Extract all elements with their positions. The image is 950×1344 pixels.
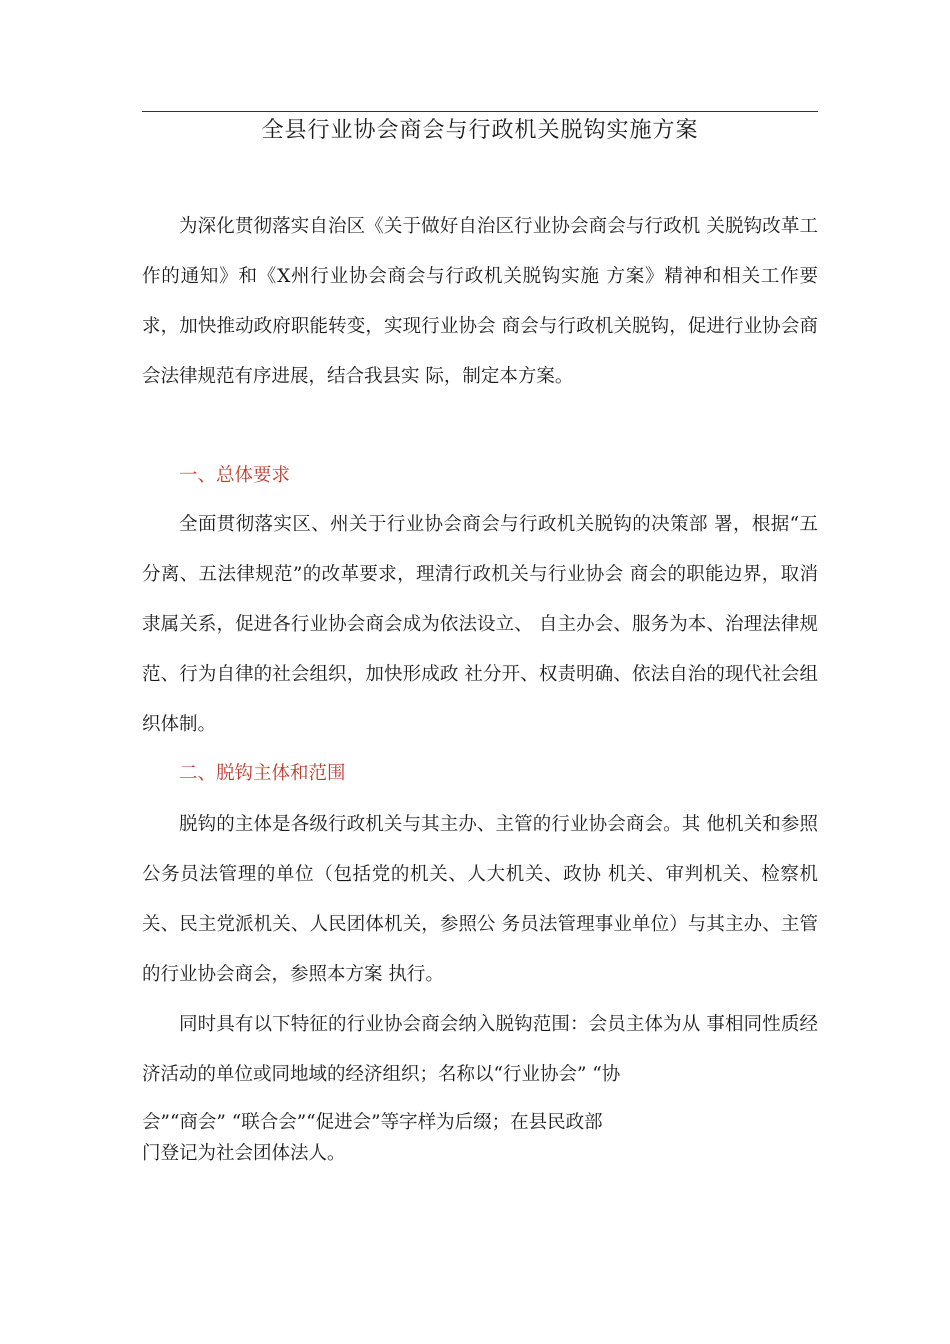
scope-criteria-paragraph-tail [142,1098,818,1169]
header-rule [142,111,818,112]
intro-paragraph: 为深化贯彻落实自治区《关于做好自治区行业协会商会与行政机 关脱钩改革工作的通知》和《X州行业协会商会与行政机关脱钩实施 方案》精神和相关工作要求，加快推动政府职能转变，实现行业协会 商会与行政机关脱钩，促进行业协会商会法律规范有序进展，结合我县实 际，制定本方案。 [142,216,818,387]
scope-criteria-line-b: 门登记为社会团体法人。 [142,1143,346,1164]
section-heading-scope: 二、脱钩主体和范围 [179,763,346,784]
section-heading-general-requirements: 一、总体要求 [179,465,291,486]
scope-criteria-line-a: 会”“商会” “联合会”“促进会”等字样为后缀；在县民政部 [142,1112,603,1133]
scope-criteria-paragraph: 同时具有以下特征的行业协会商会纳入脱钩范围：会员主体为从 事相同性质经济活动的单位或同地域的经济组织；名称以“行业协会” “协 [142,1014,818,1085]
document-title: 全县行业协会商会与行政机关脱钩实施方案 [261,118,699,143]
general-requirements-paragraph: 全面贯彻落实区、州关于行业协会商会与行政机关脱钩的决策部 署，根据“五分离、五法律规范”的改革要求，理清行政机关与行业协会 商会的职能边界，取消隶属关系，促进各行业协会商会成为依法设立、 自主办会、服务为本、治理法律规范、行为自律的社会组织，加快形成政 社分开、权责明确、依法自治的现代社会组织体制。 [142,514,818,735]
scope-subject-paragraph: 脱钩的主体是各级行政机关与其主办、主管的行业协会商会。其 他机关和参照公务员法管理的单位（包括党的机关、人大机关、政协 机关、审判机关、检察机关、民主党派机关、人民团体机关，参照公 务员法管理事业单位）与其主办、主管的行业协会商会，参照本方案 执行。 [142,814,818,985]
